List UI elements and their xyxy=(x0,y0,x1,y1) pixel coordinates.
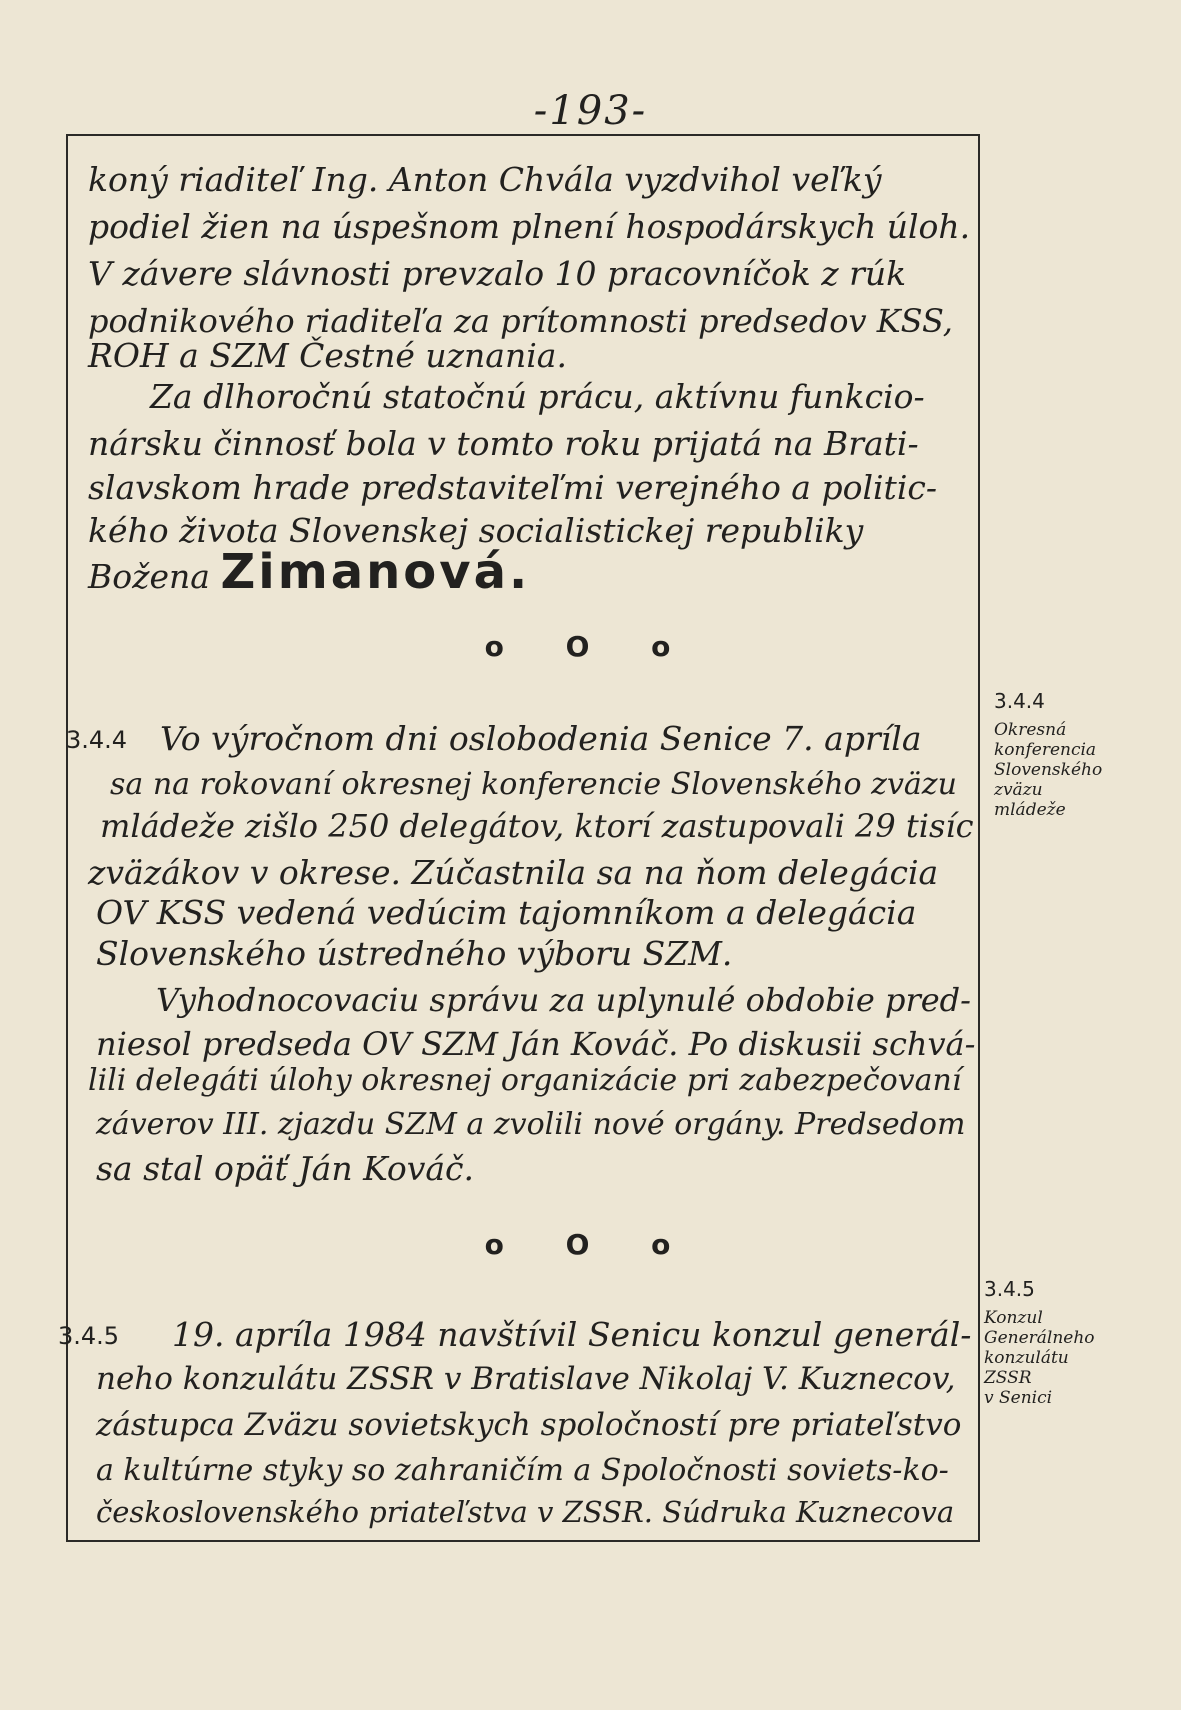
text-line: sa na rokovaní okresnej konferencie Slovenského zväzu xyxy=(110,767,957,802)
text-line: ROH a SZM Čestné uznania. xyxy=(88,336,567,375)
text-line: OV KSS vedená vedúcim tajomníkom a delegácia xyxy=(96,893,917,932)
text-line: 19. apríla 1984 navštívil Senicu konzul generál- xyxy=(172,1315,972,1354)
text-line: slavskom hrade predstaviteľmi verejného a politic- xyxy=(88,468,938,507)
text-line: mládeže zišlo 250 delegátov, ktorí zastupovali 29 tisíc xyxy=(100,807,974,845)
margin-line: konferencia xyxy=(994,739,1097,760)
text-line: zväzákov v okrese. Zúčastnila sa na ňom delegácia xyxy=(88,853,939,892)
margin-section-number: 3.4.5 xyxy=(984,1277,1035,1301)
text-line: V závere slávnosti prevzalo 10 pracovníčok z rúk xyxy=(88,254,907,293)
text-line: lili delegáti úlohy okresnej organizácie pri zabezpečovaní xyxy=(88,1063,962,1098)
text-line: zástupca Zväzu sovietskych spoločností pre priateľstvo xyxy=(96,1407,962,1443)
text-line: a kultúrne styky so zahraničím a Spoločnosti soviets-ko- xyxy=(96,1453,949,1488)
text-line: záverov III. zjazdu SZM a zvolili nové orgány. Predsedom xyxy=(96,1107,966,1142)
text-line: nársku činnosť bola v tomto roku prijatá na Brati- xyxy=(88,424,919,463)
page-number: -193- xyxy=(533,88,648,134)
margin-line: Konzul xyxy=(984,1307,1043,1328)
margin-line: Generálneho xyxy=(984,1327,1095,1348)
text-line: Slovenského ústredného výboru SZM. xyxy=(96,934,733,973)
text-line: neho konzulátu ZSSR v Bratislave Nikolaj V. Kuznecov, xyxy=(96,1361,956,1397)
margin-line: Slovenského xyxy=(994,759,1103,780)
signature-prefix: Božena xyxy=(88,557,210,596)
text-line: československého priateľstva v ZSSR. Súdruka Kuznecova xyxy=(96,1495,955,1529)
margin-line: v Senici xyxy=(984,1387,1053,1408)
signature-name: Zimanová. xyxy=(220,544,531,600)
section-number: 3.4.4 xyxy=(66,726,128,754)
margin-line: konzulátu xyxy=(984,1347,1069,1368)
text-line: podnikového riaditeľa za prítomnosti predsedov KSS, xyxy=(88,302,953,340)
margin-line: Okresná xyxy=(994,719,1067,740)
text-line: Za dlhoročnú statočnú prácu, aktívnu funkcio- xyxy=(150,377,925,416)
text-line: koný riaditeľ Ing. Anton Chvála vyzdvihol veľký xyxy=(88,160,882,199)
text-line: Vyhodnocovaciu správu za uplynulé obdobie pred- xyxy=(156,981,971,1019)
text-line: sa stal opäť Ján Kováč. xyxy=(96,1149,475,1188)
margin-note-344 xyxy=(994,690,1144,820)
signature-line xyxy=(88,544,531,600)
margin-section-number: 3.4.4 xyxy=(994,689,1045,713)
text-line: kého života Slovenskej socialistickej republiky xyxy=(88,511,864,550)
section-number: 3.4.5 xyxy=(58,1322,120,1350)
section-separator: o O o xyxy=(484,1228,697,1261)
margin-note-345 xyxy=(984,1278,1134,1408)
margin-line: zväzu xyxy=(994,779,1043,800)
margin-line: mládeže xyxy=(994,799,1066,820)
text-line: niesol predseda OV SZM Ján Kováč. Po diskusii schvá- xyxy=(96,1025,976,1063)
text-line: podiel žien na úspešnom plnení hospodárskych úloh. xyxy=(88,207,971,246)
margin-line: ZSSR xyxy=(984,1367,1032,1388)
section-separator: o O o xyxy=(484,630,697,663)
text-line: Vo výročnom dni oslobodenia Senice 7. apríla xyxy=(160,719,922,758)
